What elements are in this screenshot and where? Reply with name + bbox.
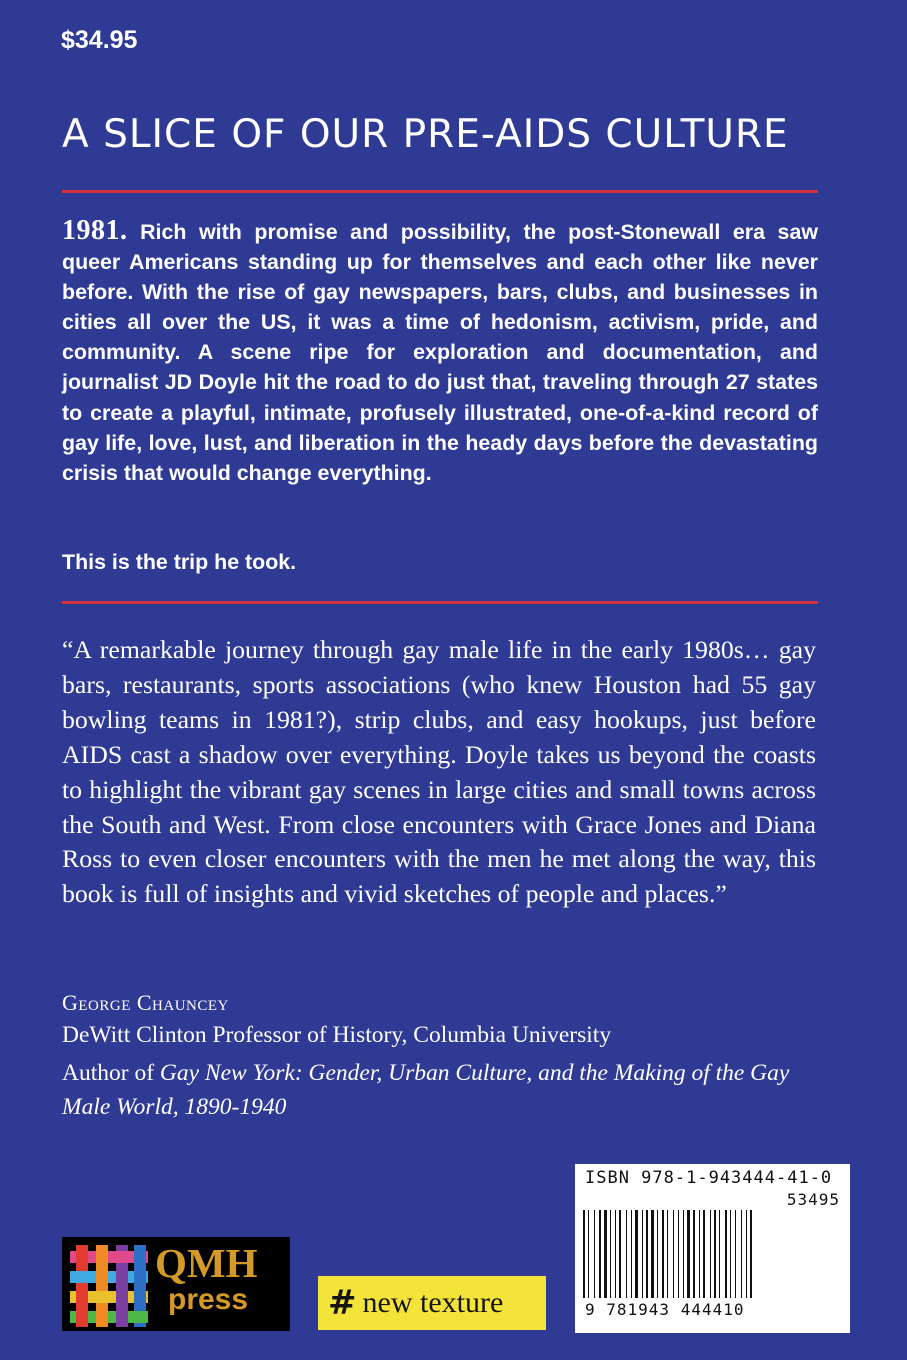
headline: A SLICE OF OUR PRE-AIDS CULTURE <box>62 112 789 157</box>
qmh-press-text: press <box>168 1283 249 1316</box>
tagline: This is the trip he took. <box>62 550 297 574</box>
endorser-author-line <box>62 1056 822 1124</box>
author-prefix: Author of <box>62 1060 160 1086</box>
barcode-bars <box>583 1210 843 1300</box>
qmh-wordmark: QMH <box>155 1240 258 1286</box>
new-texture-wordmark: new texture <box>362 1286 504 1319</box>
ean-digits: 9 781943 444410 <box>585 1300 745 1319</box>
endorser-name: George Chauncey <box>62 990 229 1015</box>
top-divider <box>62 190 818 193</box>
price-code: 53495 <box>786 1190 840 1209</box>
blurb-year: 1981. <box>62 215 128 246</box>
blurb <box>62 216 818 488</box>
middle-divider <box>62 601 818 604</box>
qmh-press-logo <box>62 1237 290 1331</box>
blurb-text: Rich with promise and possibility, the post-Stonewall era saw queer Americans standing up for themselves and each other like never before. With the rise of gay newspapers, bars, clubs, and businesses in cities all over the US, it was a time of hedonism, activism, pride, and community. A scene ripe for exploration and documentation, and journalist JD Doyle hit the road to do just that, traveling through 27 states to create a playful, intimate, profusely illustrated, one-of-a-kind record of gay life, love, lust, and liberation in the heady days before the devastating crisis that would change everything. <box>62 220 818 485</box>
new-texture-logo <box>318 1276 546 1330</box>
barcode <box>575 1164 850 1333</box>
book-title: Gay New York: Gender, Urban Culture, and the Making of the Gay Male World, 1890-1940 <box>62 1060 790 1120</box>
isbn-text: ISBN 978-1-943444-41-0 <box>585 1168 833 1188</box>
hash-icon: # <box>328 1283 357 1323</box>
endorser-title: DeWitt Clinton Professor of History, Columbia University <box>62 1022 612 1048</box>
price: $34.95 <box>61 26 138 54</box>
endorsement-quote: “A remarkable journey through gay male life in the early 1980s… gay bars, restaurants, sports associations (who knew Houston had 55 gay bowling teams in 1981?), strip clubs, and easy hookups, just before AIDS cast a shadow over everything. Doyle takes us beyond the coasts to highlight the vibrant gay scenes in large cities and small towns across the South and West. From close encounters with Grace Jones and Diana Ross to even closer encounters with the men he met along the way, this book is full of insights and vivid sketches of people and places.” <box>62 635 816 909</box>
